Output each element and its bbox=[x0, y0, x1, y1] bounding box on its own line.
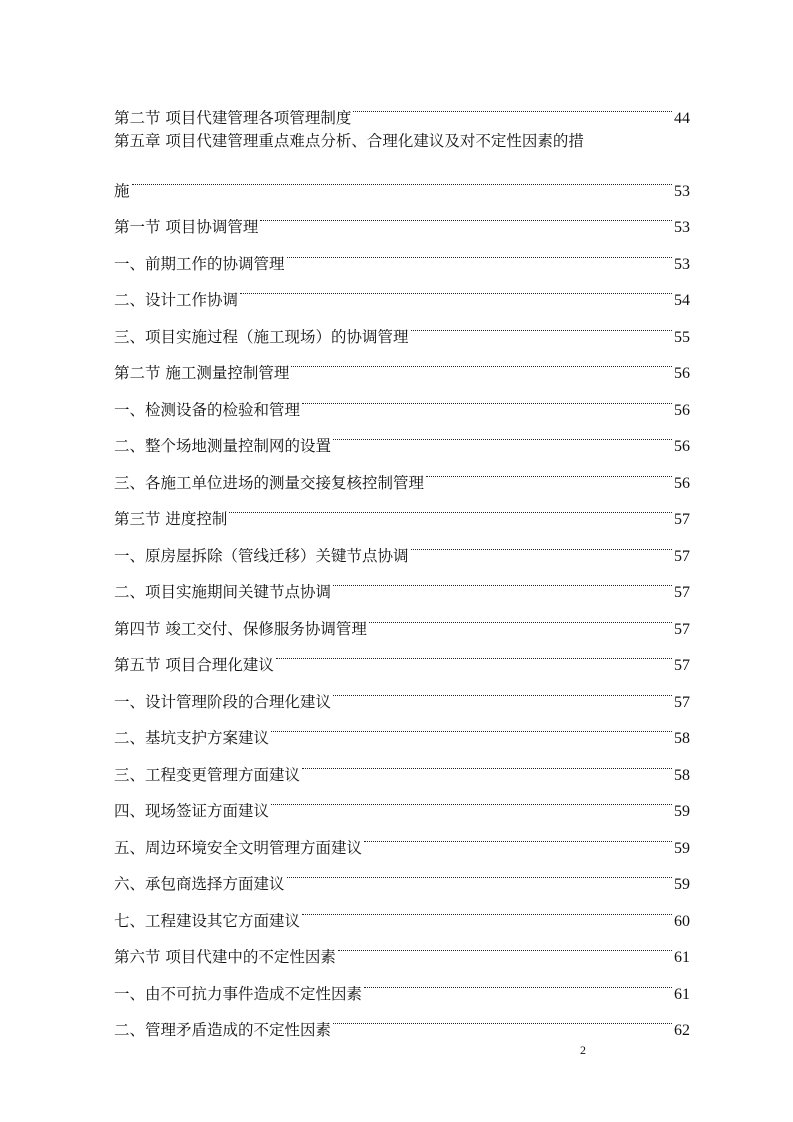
toc-entry-page: 53 bbox=[674, 219, 690, 236]
toc-entry-page: 57 bbox=[674, 693, 690, 711]
toc-entry-page: 59 bbox=[674, 876, 690, 893]
toc-entry-page: 61 bbox=[674, 985, 690, 1003]
toc-entry-page: 57 bbox=[674, 657, 690, 674]
toc-entry-wrapped-line[interactable]: 第五章 项目代建管理重点难点分析、合理化建议及对不定性因素的措 bbox=[114, 131, 584, 150]
toc-dot-leader bbox=[271, 707, 672, 744]
toc-entry-page: 44 bbox=[674, 109, 690, 127]
toc-dot-leader bbox=[132, 159, 672, 196]
toc-entry-title: 一、检测设备的检验和管理 bbox=[114, 400, 301, 419]
toc-entry-title: 第二节 项目代建管理各项管理制度 bbox=[114, 108, 352, 127]
toc-dot-leader bbox=[364, 816, 672, 853]
toc-dot-leader bbox=[353, 86, 672, 123]
toc-entry-page: 56 bbox=[674, 401, 690, 419]
toc-entry-page: 57 bbox=[674, 620, 690, 638]
table-of-contents bbox=[114, 86, 690, 1039]
toc-entry-title: 第一节 项目协调管理 bbox=[114, 218, 259, 236]
toc-entry-page: 56 bbox=[674, 474, 690, 492]
toc-dot-leader bbox=[287, 232, 672, 269]
toc-entry-page: 55 bbox=[674, 328, 690, 346]
toc-dot-leader bbox=[287, 853, 672, 890]
toc-entry[interactable] bbox=[114, 86, 690, 127]
toc-dot-leader bbox=[333, 670, 672, 707]
toc-entry-page: 59 bbox=[674, 803, 690, 820]
toc-dot-leader bbox=[271, 780, 672, 817]
toc-dot-leader bbox=[276, 634, 672, 671]
toc-dot-leader bbox=[369, 597, 672, 634]
toc-dot-leader bbox=[333, 999, 672, 1036]
toc-entry-title: 三、项目实施过程（施工现场）的协调管理 bbox=[114, 327, 409, 346]
toc-entry-title: 二、整个场地测量控制网的设置 bbox=[114, 437, 332, 455]
toc-entry-title: 第六节 项目代建中的不定性因素 bbox=[114, 948, 336, 966]
toc-entry-title: 五、周边环境安全文明管理方面建议 bbox=[114, 838, 363, 857]
toc-entry-page: 53 bbox=[674, 182, 690, 200]
toc-entry-title: 一、设计管理阶段的合理化建议 bbox=[114, 692, 332, 711]
toc-entry-page: 58 bbox=[674, 730, 690, 747]
toc-dot-leader bbox=[333, 561, 672, 598]
toc-entry-page: 56 bbox=[674, 365, 690, 382]
toc-entry-title: 第二节 施工测量控制管理 bbox=[114, 364, 290, 382]
toc-entry[interactable] bbox=[114, 196, 690, 236]
toc-entry[interactable] bbox=[114, 159, 690, 200]
toc-entry-page: 54 bbox=[674, 292, 690, 309]
toc-dot-leader bbox=[333, 415, 672, 452]
toc-entry-page: 57 bbox=[674, 547, 690, 565]
toc-entry-title: 二、项目实施期间关键节点协调 bbox=[114, 583, 332, 601]
toc-dot-leader bbox=[411, 524, 672, 561]
toc-dot-leader bbox=[229, 488, 672, 525]
toc-entry-title: 第三节 进度控制 bbox=[114, 510, 228, 528]
toc-dot-leader bbox=[302, 743, 672, 780]
toc-entry-page: 57 bbox=[674, 584, 690, 601]
toc-entry-page: 62 bbox=[674, 1022, 690, 1039]
toc-entry-title: 一、原房屋拆除（管线迁移）关键节点协调 bbox=[114, 546, 409, 565]
toc-dot-leader bbox=[291, 342, 672, 379]
toc-dot-leader bbox=[364, 962, 672, 999]
toc-dot-leader bbox=[240, 269, 672, 306]
toc-entry-title: 七、工程建设其它方面建议 bbox=[114, 911, 301, 930]
toc-entry-title: 二、基坑支护方案建议 bbox=[114, 729, 270, 747]
toc-entry-title: 一、由不可抗力事件造成不定性因素 bbox=[114, 984, 363, 1003]
toc-dot-leader bbox=[302, 378, 672, 415]
toc-entry-title: 三、工程变更管理方面建议 bbox=[114, 765, 301, 784]
toc-entry-title: 二、设计工作协调 bbox=[114, 291, 239, 309]
toc-entry-page: 56 bbox=[674, 438, 690, 455]
toc-entry-page: 58 bbox=[674, 766, 690, 784]
toc-entry-title: 一、前期工作的协调管理 bbox=[114, 254, 285, 273]
toc-entry-title: 第五节 项目合理化建议 bbox=[114, 656, 274, 674]
toc-entry-page: 57 bbox=[674, 511, 690, 528]
toc-entry-page: 60 bbox=[674, 912, 690, 930]
toc-entry-title: 施 bbox=[114, 181, 130, 200]
toc-entry-page: 61 bbox=[674, 949, 690, 966]
toc-entry-page: 59 bbox=[674, 839, 690, 857]
toc-entry-title: 四、现场签证方面建议 bbox=[114, 802, 270, 820]
page-number: 2 bbox=[580, 1043, 586, 1057]
toc-dot-leader bbox=[260, 196, 672, 233]
toc-entry-title: 六、承包商选择方面建议 bbox=[114, 875, 285, 893]
toc-entry-page: 53 bbox=[674, 255, 690, 273]
toc-entry-title: 三、各施工单位进场的测量交接复核控制管理 bbox=[114, 473, 425, 492]
toc-entry-title: 第四节 竣工交付、保修服务协调管理 bbox=[114, 619, 367, 638]
toc-dot-leader bbox=[338, 926, 672, 963]
toc-dot-leader bbox=[302, 889, 672, 926]
toc-entry-title: 二、管理矛盾造成的不定性因素 bbox=[114, 1021, 332, 1039]
toc-dot-leader bbox=[411, 305, 672, 342]
toc-dot-leader bbox=[426, 451, 672, 488]
